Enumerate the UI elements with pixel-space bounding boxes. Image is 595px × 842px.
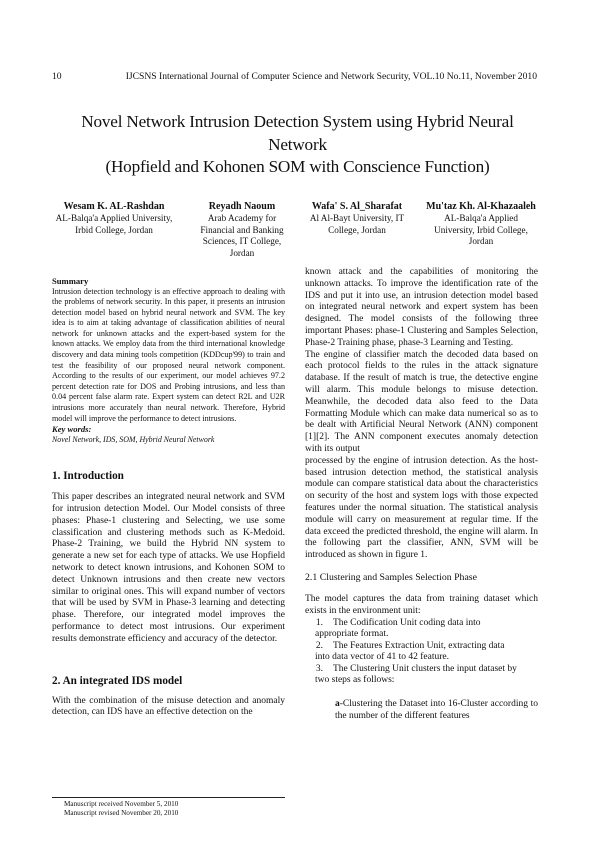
list-number: 2. xyxy=(315,640,323,651)
footnote-revised: Manuscript revised November 20, 2010 xyxy=(64,809,179,817)
summary-heading: Summary xyxy=(52,276,89,286)
section2-text-right-2: The engine of classifier match the decoded data based on each protocol fields to the rules in the attack signature database. If the result of match is true, the detective engine will alarm. This module belongs to misuse detection. Meanwhile, the decoded data also feed to the Data Formatting Module which can make data numerical so as to be dealt with Artificial Neural Network (ANN) component [1][2]. The ANN component executes anomaly detection with its output xyxy=(305,349,538,454)
left-column xyxy=(52,276,285,719)
list-number: 1. xyxy=(315,617,323,628)
author-block xyxy=(44,200,554,262)
list-item xyxy=(305,664,538,676)
list-text: The Features Extraction Unit, extracting data xyxy=(333,640,505,651)
author-affiliation-line: Jordan xyxy=(468,236,494,247)
section-heading-introduction: 1. Introduction xyxy=(52,470,124,483)
author-name: Reyadh Naoum xyxy=(208,201,276,212)
list-continuation: appropriate format. xyxy=(315,629,389,640)
keywords-heading: Key words: xyxy=(52,424,92,435)
subsection-intro-text: The model captures the data from training dataset which exists in the environment unit: xyxy=(305,593,538,616)
title-line-2: Network xyxy=(268,134,327,154)
footnote-received: Manuscript received November 5, 2010 xyxy=(64,800,179,808)
sub-item-text: -Clustering the Dataset into 16-Cluster according to the number of the different features xyxy=(335,699,538,721)
journal-name: IJCSNS International Journal of Computer Science and Network Security, VOL.10 No.11, November 2010 xyxy=(125,71,537,82)
subsection-heading-clustering: 2.1 Clustering and Samples Selection Phase xyxy=(305,571,477,583)
footnote-divider xyxy=(52,797,285,798)
author-affiliation-line: Al Al-Bayt University, IT xyxy=(309,213,405,223)
sub-item-a xyxy=(305,699,538,722)
author-affiliation-line: Jordan xyxy=(229,247,255,258)
author-2 xyxy=(182,200,302,259)
footnotes xyxy=(64,800,178,818)
paper-title xyxy=(40,111,555,179)
section-heading-integrated-ids: 2. An integrated IDS model xyxy=(52,674,183,687)
list-item xyxy=(305,641,538,653)
author-1 xyxy=(44,200,184,236)
author-name: Wesam K. AL-Rashdan xyxy=(63,201,165,212)
sub-item-label: a xyxy=(335,699,340,710)
author-4 xyxy=(416,200,546,248)
list-text: The Codification Unit coding data into xyxy=(333,617,481,628)
author-name: Mu'taz Kh. Al-Khazaaleh xyxy=(426,201,536,212)
author-affiliation-line: Arab Academy for xyxy=(207,213,277,223)
title-line-3: (Hopfield and Kohonen SOM with Conscience Function) xyxy=(105,157,490,176)
introduction-text: This paper describes an integrated neural network and SVM for intrusion detection Model. Our Model consists of three phases: Phase-1 clustering and Selecting, we use some classification and clustering methods such as K-Medoid. Phase-2 Training, we build the Hybrid NN system to generate a new set for each type of attacks. We use Hopfield network to detect known intrusions, and Kohonen SOM to detect Unknown intrusions and then create new vectors similar to original ones. This will expand number of vectors that will be used by SVM in Phase-3 learning and detecting phase. Therefore, our integrated model improves the performance to detect most intrusions. Our experiment results demonstrate efficiency and accuracy of the detector. xyxy=(52,492,285,644)
list-continuation: into data vector of 41 to 42 feature. xyxy=(315,652,450,663)
author-3 xyxy=(296,200,418,236)
right-column xyxy=(305,267,538,722)
list-text: The Clustering Unit clusters the input dataset by xyxy=(333,663,517,674)
keywords-text: Novel Network, IDS, SOM, Hybrid Neural Network xyxy=(52,434,215,444)
author-affiliation-line: AL-Balqa'a Applied xyxy=(444,213,518,223)
author-affiliation-line: University, Irbid College, xyxy=(434,224,528,235)
author-affiliation-line: Sciences, IT College, xyxy=(202,236,282,247)
list-continuation: two steps as follows: xyxy=(315,675,395,686)
author-affiliation-line: Irbid College, Jordan xyxy=(75,224,153,235)
section2-text-left: With the combination of the misuse detection and anomaly detection, can IDS have an effective detection on the xyxy=(52,695,285,718)
section2-text-right-3: processed by the engine of intrusion detection. As the host-based intrusion detection method, the statistical analysis module can compare statistical data about the characteristics on security of the host and system logs with those expected features under the normal situation. The statistical analysis module will carry on measurement at regular time. If the data exceed the predicted threshold, the engine will alarm. In the following part the classifier, ANN, SVM will be introduced as shown in figure 1. xyxy=(305,455,538,561)
author-name: Wafa' S. Al_Sharafat xyxy=(311,201,403,212)
author-affiliation-line: College, Jordan xyxy=(328,224,386,235)
list-number: 3. xyxy=(315,663,323,674)
author-affiliation-line: AL-Balqa'a Applied University, xyxy=(55,213,173,223)
title-line-1: Novel Network Intrusion Detection System using Hybrid Neural xyxy=(81,112,514,131)
section2-text-right-1: known attack and the capabilities of monitoring the unknown attacks. To improve the identification rate of the IDS and put it into use, an intrusion detection model based on integrated neural network and expert system has been designed. The model consists of the following three important Phases: phase-1 Clustering and Samples Selection, Phase-2 Training phase, phase-3 Learning and Testing. xyxy=(305,267,538,348)
summary-text: Intrusion detection technology is an effective approach to dealing with the problems of network security. In this paper, it presents an intrusion detection model based on hybrid neural network and SVM. The key idea is to aim at taking advantage of classification abilities of neural network for unknown attacks and the expert-based system for the known attacks. We employ data from the third international knowledge discovery and data mining tools competition (KDDcup'99) to train and test the feasibility of our proposed neural network component. According to the results of our experiment, our model achieves 97.2 percent detection rate for DOS and Probing intrusions, and less than 0.04 percent false alarm rate. Expert system can detect R2L and U2R intrusions more accurately than neural network. Therefore, Hybrid model will improve the performance to detect intrusions. xyxy=(52,286,285,423)
page-number: 10 xyxy=(52,71,62,82)
list-item xyxy=(305,618,538,630)
running-header xyxy=(52,71,537,83)
author-affiliation-line: Financial and Banking xyxy=(200,224,284,235)
